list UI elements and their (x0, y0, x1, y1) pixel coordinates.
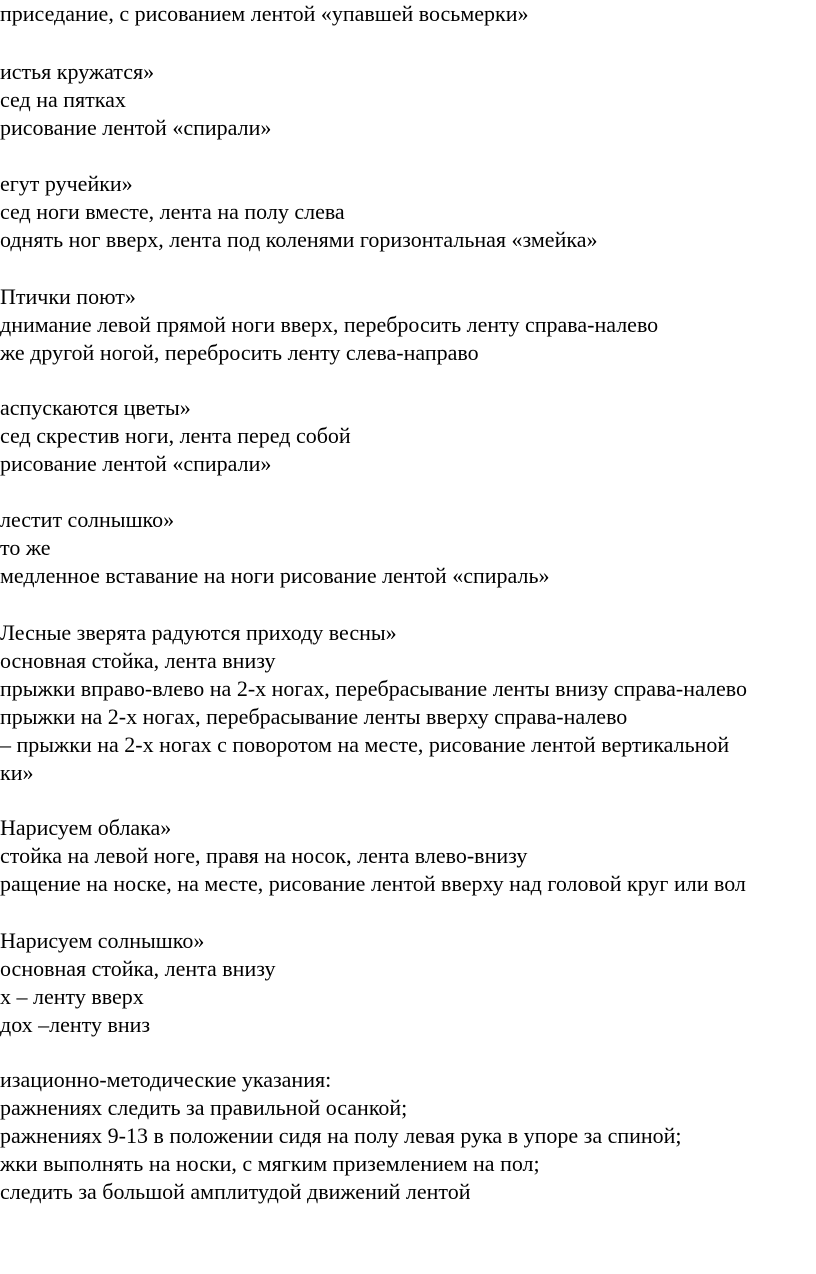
text-line: ражнениях следить за правильной осанкой; (0, 1095, 408, 1120)
text-line: лестит солнышко» (0, 507, 175, 532)
text-line: х – ленту вверх (0, 984, 144, 1009)
text-line: сед на пятках (0, 87, 126, 112)
text-line: изационно-методические указания: (0, 1067, 332, 1092)
text-line: же другой ногой, перебросить ленту слева-направо (0, 340, 479, 365)
text-line: Лесные зверята радуются приходу весны» (0, 620, 397, 645)
text-line: то же (0, 535, 51, 560)
text-line: аспускаются цветы» (0, 395, 191, 420)
text-line: истья кружатся» (0, 59, 155, 84)
text-line: ражнениях 9-13 в положении сидя на полу левая рука в упоре за спиной; (0, 1123, 682, 1148)
text-line: рисование лентой «спирали» (0, 451, 272, 476)
text-line: Нарисуем солнышко» (0, 928, 205, 953)
text-line: жки выполнять на носки, с мягким приземлением на пол; (0, 1151, 540, 1176)
text-line: ки» (0, 760, 34, 785)
text-line: медленное вставание на ноги рисование лентой «спираль» (0, 563, 550, 588)
text-line: прыжки вправо-влево на 2-х ногах, перебрасывание ленты внизу справа-налево (0, 676, 747, 701)
text-line: однять ног вверх, лента под коленями горизонтальная «змейка» (0, 227, 598, 252)
text-line: дох –ленту вниз (0, 1012, 151, 1037)
text-line: сед ноги вместе, лента на полу слева (0, 199, 345, 224)
text-line: следить за большой амплитудой движений лентой (0, 1179, 471, 1204)
text-line: – прыжки на 2-х ногах с поворотом на месте, рисование лентой вертикальной (0, 732, 730, 757)
text-line: рисование лентой «спирали» (0, 115, 272, 140)
text-line: стойка на левой ноге, правя на носок, лента влево-внизу (0, 843, 528, 868)
text-line: днимание левой прямой ноги вверх, перебросить ленту справа-налево (0, 312, 659, 337)
text-line: сед скрестив ноги, лента перед собой (0, 423, 351, 448)
text-line: основная стойка, лента внизу (0, 956, 276, 981)
text-line: ращение на носке, на месте, рисование лентой вверху над головой круг или вол (0, 871, 746, 896)
text-line: Нарисуем облака» (0, 815, 172, 840)
text-line: Птички поют» (0, 284, 136, 309)
text-line: приседание, с рисованием лентой «упавшей восьмерки» (0, 1, 529, 26)
text-line: основная стойка, лента внизу (0, 648, 276, 673)
text-line: прыжки на 2-х ногах, перебрасывание ленты вверху справа-налево (0, 704, 628, 729)
text-line: егут ручейки» (0, 171, 133, 196)
